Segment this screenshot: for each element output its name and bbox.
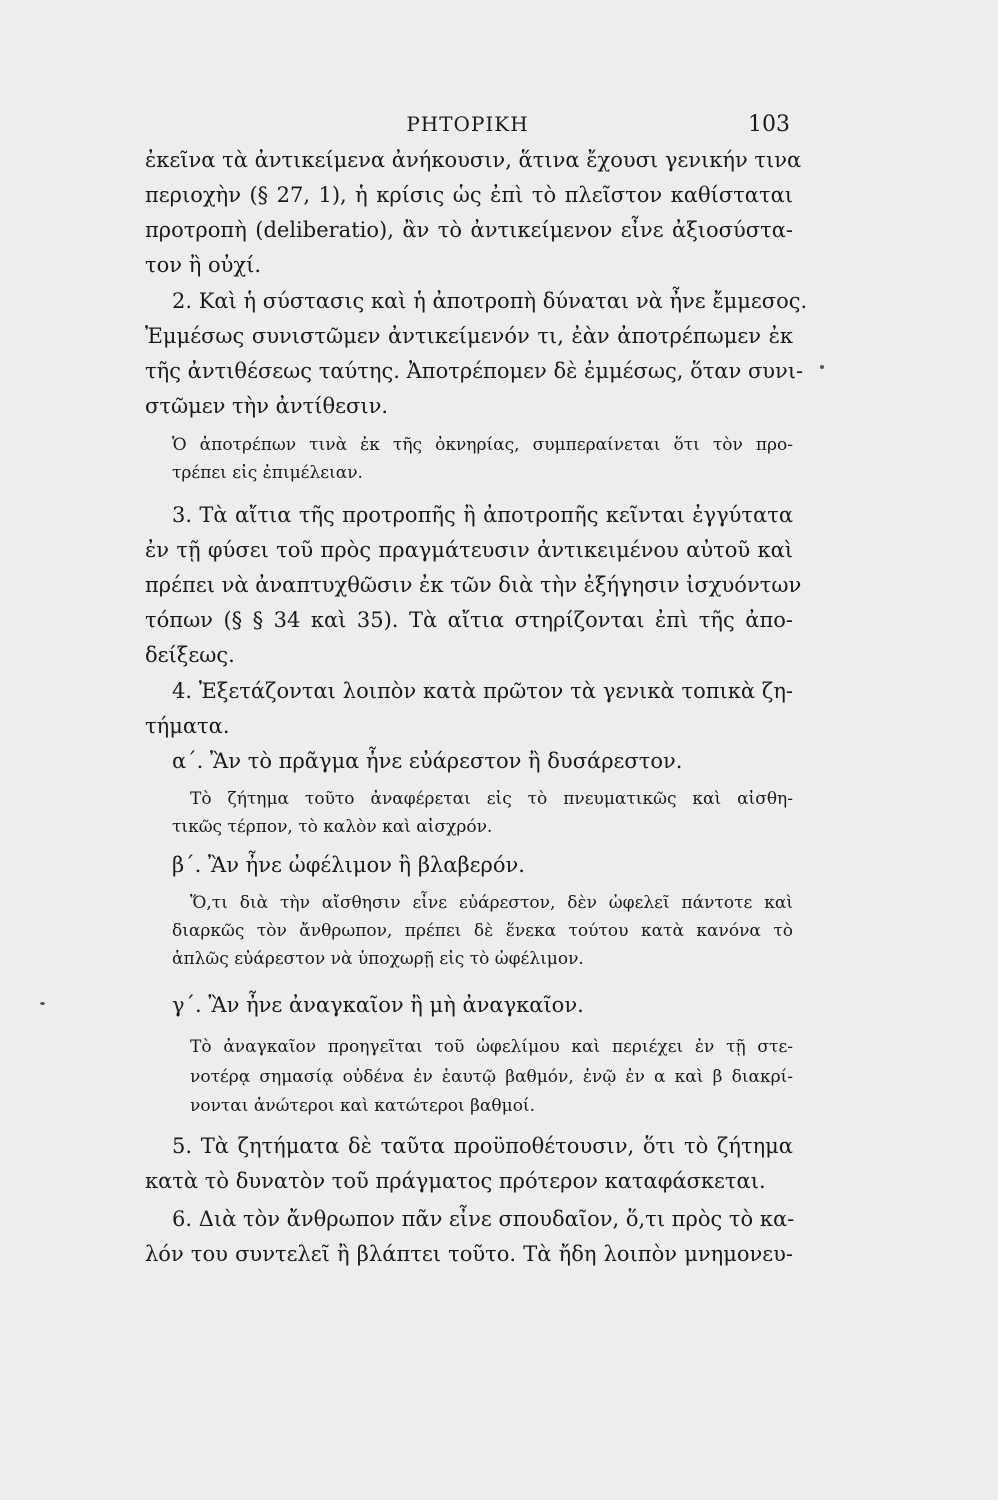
text-line: τῆς ἀντιθέσεως ταύτης. Ἀποτρέπομεν δὲ ἐμμέσως, ὅταν συνι- xyxy=(145,359,804,383)
text-line: λόν του συντελεῖ ἢ βλάπτει τοῦτο. Τὰ ἤδη λοιπὸν μνημονευ- xyxy=(145,1242,793,1266)
small-text-line: νοτέρᾳ σημασίᾳ οὐδένα ἐν ἑαυτῷ βαθμόν, ἐνῷ ἐν α καὶ β διακρί- xyxy=(190,1067,793,1087)
subheading-beta: β΄. Ἂν ἦνε ὠφέλιμον ἢ βλαβερόν. xyxy=(172,853,525,877)
text-line: τον ἢ οὐχί. xyxy=(145,253,262,277)
small-text-line: Ὅ,τι διὰ τὴν αἴσθησιν εἶνε εὐάρεστον, δὲν ὠφελεῖ πάντοτε καὶ xyxy=(190,893,793,913)
small-text-line: διαρκῶς τὸν ἄνθρωπον, πρέπει δὲ ἕνεκα τούτου κατὰ κανόνα τὸ xyxy=(172,921,793,941)
text-line: τήματα. xyxy=(145,714,230,738)
text-line: 5. Τὰ ζητήματα δὲ ταῦτα προϋποθέτουσιν, ὅτι τὸ ζήτημα xyxy=(172,1134,793,1158)
small-text-line: νονται ἀνώτεροι καὶ κατώτεροι βαθμοί. xyxy=(190,1096,535,1116)
text-line: προτροπὴ (deliberatio), ἂν τὸ ἀντικείμενον εἶνε ἀξιοσύστα- xyxy=(145,218,793,242)
text-line: 6. Διὰ τὸν ἄνθρωπον πᾶν εἶνε σπουδαῖον, ὅ,τι πρὸς τὸ κα- xyxy=(172,1207,795,1231)
text-line: κατὰ τὸ δυνατὸν τοῦ πράγματος πρότερον καταφάσκεται. xyxy=(145,1169,766,1193)
text-line: ἐν τῇ φύσει τοῦ πρὸς πραγμάτευσιν ἀντικειμένου αὐτοῦ καὶ xyxy=(145,538,793,562)
text-line: Ἐμμέσως συνιστῶμεν ἀντικείμενόν τι, ἐὰν ἀποτρέπωμεν ἐκ xyxy=(145,324,793,348)
running-title: ΡΗΤΟΡΙΚΗ xyxy=(406,112,529,136)
small-text-line: Ὁ ἀποτρέπων τινὰ ἐκ τῆς ὀκνηρίας, συμπεραίνεται ὅτι τὸν προ- xyxy=(172,435,793,455)
text-line: πρέπει νὰ ἀναπτυχθῶσιν ἐκ τῶν διὰ τὴν ἐξήγησιν ἰσχυόντων xyxy=(145,573,802,597)
small-text-line: Τὸ ζήτημα τοῦτο ἀναφέρεται εἰς τὸ πνευματικῶς καὶ αἰσθη- xyxy=(190,789,793,809)
subheading-gamma: γ΄. Ἂν ἦνε ἀναγκαῖον ἢ μὴ ἀναγκαῖον. xyxy=(172,993,584,1017)
text-line: στῶμεν τὴν ἀντίθεσιν. xyxy=(145,394,389,418)
subheading-alpha: α΄. Ἂν τὸ πρᾶγμα ἦνε εὐάρεστον ἢ δυσάρεστον. xyxy=(172,749,683,773)
small-text-line: Τὸ ἀναγκαῖον προηγεῖται τοῦ ὠφελίμου καὶ περιέχει ἐν τῇ στε- xyxy=(190,1037,793,1057)
small-text-line: τρέπει εἰς ἐπιμέλειαν. xyxy=(172,463,363,483)
small-text-line: τικῶς τέρπον, τὸ καλὸν καὶ αἰσχρόν. xyxy=(172,817,493,837)
small-text-line: ἁπλῶς εὐάρεστον νὰ ὑποχωρῇ εἰς τὸ ὠφέλιμον. xyxy=(172,949,584,969)
text-line: 2. Καὶ ἡ σύστασις καὶ ἡ ἀποτροπὴ δύναται νὰ ἦνε ἔμμεσος. xyxy=(172,289,808,313)
text-line: ἐκεῖνα τὰ ἀντικείμενα ἀνήκουσιν, ἅτινα ἔχουσι γενικήν τινα xyxy=(145,148,802,172)
text-line: τόπων (§ § 34 καὶ 35). Τὰ αἴτια στηρίζονται ἐπὶ τῆς ἀπο- xyxy=(145,608,793,632)
text-line: δείξεως. xyxy=(145,643,235,667)
ink-speck xyxy=(40,1002,45,1005)
text-line: 3. Τὰ αἴτια τῆς προτροπῆς ἢ ἀποτροπῆς κεῖνται ἐγγύτατα xyxy=(172,503,793,527)
ink-speck xyxy=(820,365,824,369)
text-line: 4. Ἐξετάζονται λοιπὸν κατὰ πρῶτον τὰ γενικὰ τοπικὰ ζη- xyxy=(172,679,793,703)
page-header xyxy=(145,112,790,142)
page-number: 103 xyxy=(748,112,790,137)
text-line: περιοχὴν (§ 27, 1), ἡ κρίσις ὡς ἐπὶ τὸ πλεῖστον καθίσταται xyxy=(145,183,793,207)
